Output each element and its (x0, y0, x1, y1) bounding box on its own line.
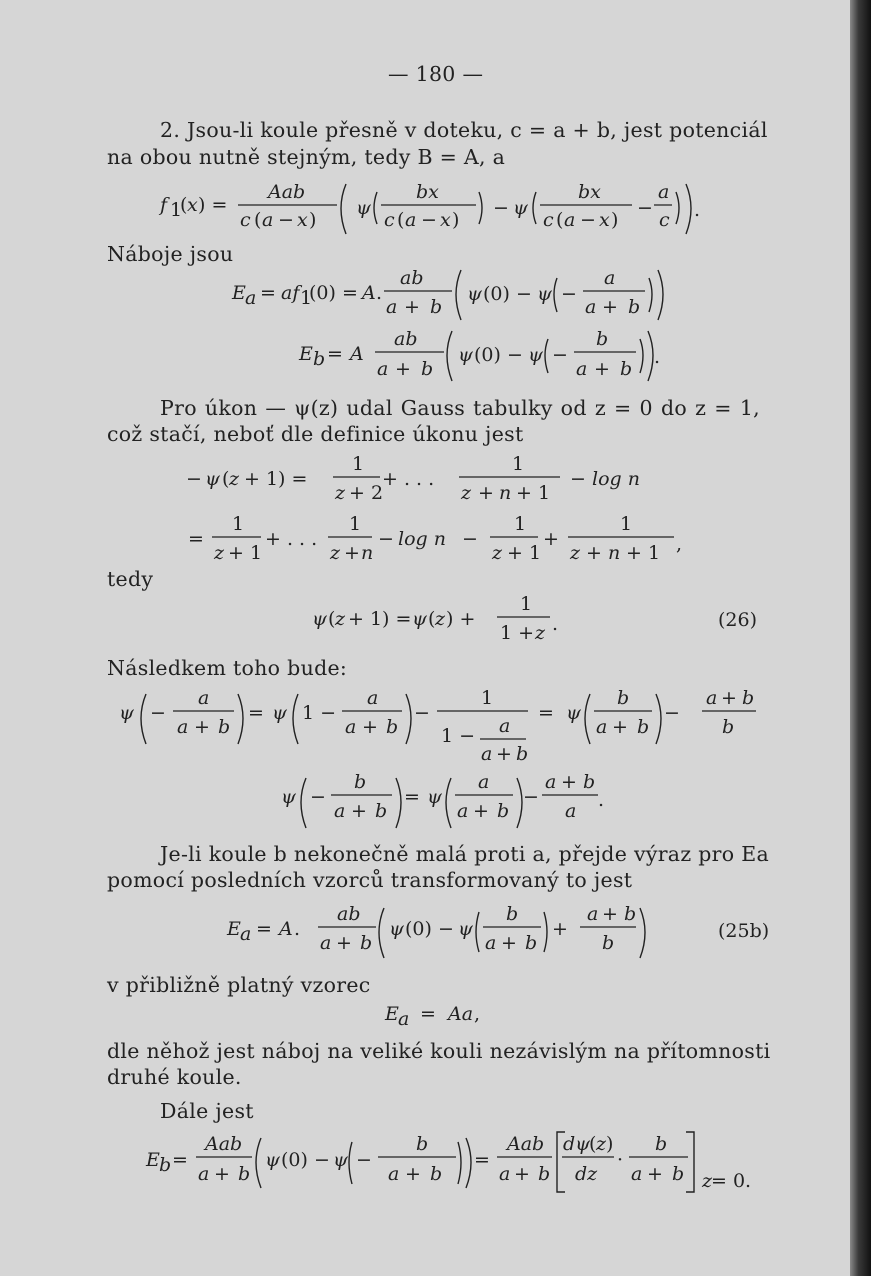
svg-text:+ 1: + 1 (626, 542, 661, 564)
svg-text:=: = (420, 1003, 436, 1025)
svg-text:−: − (552, 344, 568, 366)
svg-text:+: + (214, 1163, 230, 1185)
svg-text:A: A (362, 282, 376, 304)
svg-text:−: − (310, 786, 326, 808)
equation-transform-1 (0, 686, 850, 766)
svg-text:−: − (414, 702, 430, 724)
svg-text:b: b (722, 716, 735, 738)
svg-text:ψ: ψ (205, 468, 220, 490)
svg-text:c: c (543, 209, 554, 231)
svg-text:= 0.: = 0. (711, 1170, 752, 1192)
svg-text:ψ: ψ (281, 786, 296, 808)
svg-text:1: 1 (300, 287, 313, 309)
svg-text:f: f (160, 194, 168, 216)
svg-text:b: b (506, 903, 519, 925)
svg-text:−: − (570, 468, 586, 490)
svg-text:·: · (617, 1149, 624, 1171)
svg-text:1: 1 (481, 687, 494, 709)
svg-text:a: a (367, 687, 379, 709)
equation-f1 (0, 178, 850, 238)
svg-text:a: a (388, 1163, 400, 1185)
svg-text:+ 1: + 1 (228, 542, 263, 564)
svg-text:a: a (198, 687, 210, 709)
svg-text:a: a (565, 800, 577, 822)
svg-text:+ 1: + 1 (507, 542, 542, 564)
svg-text:b: b (238, 1163, 251, 1185)
svg-text:E: E (227, 918, 241, 940)
equation-psi-series-2 (0, 510, 850, 570)
svg-text:E: E (232, 282, 246, 304)
svg-text:af: af (281, 282, 300, 304)
svg-text:ψ: ψ (356, 197, 371, 219)
svg-text:=: = (260, 282, 276, 304)
equation-Eb (0, 323, 850, 385)
svg-text:1: 1 (232, 513, 245, 535)
svg-text:b: b (375, 800, 388, 822)
svg-text:z: z (335, 608, 346, 630)
svg-text:(0) −: (0) − (405, 918, 454, 940)
svg-text:+: + (473, 800, 489, 822)
svg-text:ψ: ψ (528, 344, 543, 366)
svg-text:z: z (492, 542, 503, 564)
svg-text:E: E (385, 1003, 399, 1025)
paragraph-4: v přibližně platný vzorec (107, 973, 371, 997)
svg-text:ψ: ψ (427, 786, 442, 808)
svg-text:b: b (430, 296, 443, 318)
equation-psi-series-1 (0, 452, 850, 512)
book-spine-edge (850, 0, 871, 1276)
svg-text:+: + (344, 542, 360, 564)
svg-text:=: = (538, 702, 554, 724)
svg-text:a: a (585, 296, 597, 318)
svg-text:ψ: ψ (265, 1149, 280, 1171)
equation-transform-1-graphic (0, 686, 850, 766)
svg-text:dψ: dψ (563, 1133, 591, 1155)
svg-text:bx: bx (416, 181, 439, 203)
svg-text:b: b (525, 932, 538, 954)
equation-psi-series-2-graphic (0, 510, 850, 570)
svg-text:ψ: ψ (119, 702, 134, 724)
svg-text:b: b (637, 716, 650, 738)
svg-text:−: − (462, 528, 478, 550)
svg-text:(0) −: (0) − (281, 1149, 330, 1171)
svg-text:z: z (330, 542, 341, 564)
svg-text:z: z (461, 482, 472, 504)
svg-text:b: b (360, 932, 373, 954)
svg-text:ψ: ψ (513, 197, 528, 219)
svg-text:z: z (229, 468, 240, 490)
svg-text:b: b (159, 1154, 172, 1176)
svg-text:ψ: ψ (537, 283, 552, 305)
equation-25b-number: (25b) (718, 920, 770, 942)
svg-text:Aab: Aab (507, 1133, 545, 1155)
svg-text:ψ: ψ (412, 608, 427, 630)
svg-text:=: = (248, 702, 264, 724)
svg-text:+: + (405, 1163, 421, 1185)
paragraph-1-line-1: 2. Jsou-li koule přesně v doteku, c = a + b, jest potenciál (160, 118, 768, 142)
svg-text:.: . (694, 199, 701, 221)
svg-text:) +: ) + (446, 608, 476, 630)
svg-text:a: a (596, 716, 608, 738)
svg-text:b: b (218, 716, 231, 738)
svg-text:1 −: 1 − (302, 702, 337, 724)
svg-text:+: + (602, 903, 618, 925)
svg-text:b: b (672, 1163, 685, 1185)
svg-text:+: + (194, 716, 210, 738)
paragraph-3-line-2: pomocí posledních vzorců transformovaný to jest (107, 868, 633, 892)
svg-text:) =: ) = (198, 194, 228, 216)
svg-text:a: a (631, 1163, 643, 1185)
equation-psi-series-1-graphic (0, 452, 850, 512)
svg-text:+: + (404, 296, 420, 318)
svg-text:ψ: ψ (272, 702, 287, 724)
svg-text:−: − (356, 1149, 372, 1171)
svg-text:a: a (499, 1163, 511, 1185)
svg-text:a: a (658, 181, 670, 203)
svg-text:c: c (384, 209, 395, 231)
svg-text:): ) (452, 209, 460, 231)
naboje-label: Náboje jsou (107, 242, 234, 266)
svg-text:dz: dz (575, 1163, 598, 1185)
svg-text:+: + (496, 743, 512, 765)
svg-text:ψ: ψ (312, 608, 327, 630)
svg-text:a: a (262, 209, 274, 231)
svg-text:E: E (299, 343, 313, 365)
nasledkem-label: Následkem toho bude: (107, 656, 348, 680)
svg-text:x: x (297, 209, 308, 231)
svg-text:b: b (313, 348, 326, 370)
svg-text:=: = (327, 343, 343, 365)
svg-text:a: a (478, 771, 490, 793)
svg-text:E: E (146, 1149, 160, 1171)
svg-text:+: + (543, 528, 559, 550)
svg-text:−: − (664, 702, 680, 724)
equation-25b (0, 900, 850, 962)
svg-text:b: b (538, 1163, 551, 1185)
svg-text:b: b (602, 932, 615, 954)
equation-approx (0, 996, 850, 1030)
svg-text:log n: log n (592, 468, 640, 490)
svg-text:ab: ab (337, 903, 361, 925)
svg-text:n: n (499, 482, 512, 504)
svg-text:a: a (334, 800, 346, 822)
equation-f1-graphic (0, 178, 850, 238)
svg-text:A: A (279, 918, 293, 940)
svg-text:a: a (604, 267, 616, 289)
svg-text:z: z (435, 608, 446, 630)
svg-text:(: ( (556, 209, 564, 231)
svg-text:Aab: Aab (205, 1133, 243, 1155)
svg-text:.: . (552, 613, 559, 635)
svg-text:(: ( (328, 608, 336, 630)
svg-text:ab: ab (400, 267, 424, 289)
svg-text:a: a (398, 1008, 410, 1030)
svg-text:log n: log n (398, 528, 446, 550)
svg-text:a: a (481, 743, 493, 765)
svg-text:.: . (598, 789, 605, 811)
svg-text:b: b (497, 800, 510, 822)
svg-text:a: a (386, 296, 398, 318)
svg-text:x: x (187, 194, 198, 216)
svg-text:(: ( (589, 1133, 597, 1155)
svg-text:1: 1 (352, 453, 365, 475)
equation-26-number: (26) (718, 609, 758, 631)
svg-text:a: a (499, 715, 511, 737)
svg-text:a: a (405, 209, 417, 231)
svg-text:x: x (440, 209, 451, 231)
svg-text:−: − (278, 209, 294, 231)
svg-text:b: b (617, 687, 630, 709)
svg-text:+: + (362, 716, 378, 738)
svg-text:x: x (599, 209, 610, 231)
svg-text:1 −: 1 − (441, 725, 476, 747)
svg-text:+: + (501, 932, 517, 954)
svg-text:1: 1 (512, 453, 525, 475)
svg-text:1: 1 (170, 199, 183, 221)
dale-label: Dále jest (160, 1099, 254, 1123)
svg-text:ψ: ψ (566, 702, 581, 724)
svg-text:a: a (545, 771, 557, 793)
svg-text:ψ: ψ (389, 918, 404, 940)
svg-text:a: a (177, 716, 189, 738)
svg-text:z: z (335, 482, 346, 504)
svg-text:A: A (350, 343, 364, 365)
svg-text:b: b (354, 771, 367, 793)
svg-text:−: − (561, 283, 577, 305)
svg-text:b: b (655, 1133, 668, 1155)
svg-text:a: a (345, 716, 357, 738)
svg-text:+: + (721, 687, 737, 709)
svg-text:(: ( (428, 608, 436, 630)
svg-text:z: z (214, 542, 225, 564)
svg-text:=: = (172, 1149, 188, 1171)
svg-text:+: + (594, 358, 610, 380)
svg-text:ψ: ψ (467, 283, 482, 305)
svg-text:−: − (150, 702, 166, 724)
svg-text:b: b (583, 771, 596, 793)
svg-text:.: . (294, 918, 301, 940)
equation-transform-2 (0, 770, 850, 830)
svg-text:n: n (608, 542, 621, 564)
svg-text:z: z (535, 622, 546, 644)
svg-text:ψ: ψ (458, 918, 473, 940)
svg-text:−: − (493, 197, 509, 219)
svg-text:(: ( (180, 194, 188, 216)
svg-text:bx: bx (578, 181, 601, 203)
svg-text:=: = (188, 528, 204, 550)
svg-text:−: − (186, 468, 202, 490)
svg-text:(0) −: (0) − (483, 283, 532, 305)
equation-26 (0, 592, 850, 652)
svg-text:+ . . .: + . . . (265, 528, 318, 550)
equation-Eb-final-graphic (0, 1130, 850, 1196)
svg-text:−: − (580, 209, 596, 231)
svg-text:−: − (378, 528, 394, 550)
svg-text:): ) (309, 209, 317, 231)
svg-text:=: = (404, 786, 420, 808)
svg-text:.: . (654, 346, 661, 368)
svg-text:ab: ab (394, 328, 418, 350)
svg-text:n: n (361, 542, 374, 564)
equation-Eb-final (0, 1130, 850, 1196)
svg-text:+ . . .: + . . . (382, 468, 435, 490)
svg-text:a: a (377, 358, 389, 380)
svg-text:−: − (523, 786, 539, 808)
svg-text:+ 1) =: + 1) = (348, 608, 412, 630)
svg-text:+: + (351, 800, 367, 822)
equation-transform-2-graphic (0, 770, 850, 830)
svg-text:+: + (586, 542, 602, 564)
svg-text:,: , (676, 533, 683, 555)
svg-text:+ 1) =: + 1) = (244, 468, 308, 490)
svg-text:1: 1 (620, 513, 633, 535)
svg-text:z: z (570, 542, 581, 564)
svg-text:(0) =: (0) = (309, 282, 358, 304)
page-number: — 180 — (388, 62, 484, 86)
equation-Ea-graphic (0, 262, 850, 322)
svg-text:b: b (386, 716, 399, 738)
svg-text:c: c (659, 209, 670, 231)
svg-text:(0) −: (0) − (474, 344, 523, 366)
svg-text:,: , (474, 1003, 481, 1025)
svg-text:z: z (596, 1133, 607, 1155)
svg-text:b: b (624, 903, 637, 925)
svg-text:a: a (320, 932, 332, 954)
paragraph-1-line-2: na obou nutně stejným, tedy B = A, a (107, 145, 506, 169)
svg-text:1: 1 (349, 513, 362, 535)
svg-text:.: . (376, 282, 383, 304)
svg-text:(: ( (222, 468, 230, 490)
svg-text:b: b (516, 743, 529, 765)
svg-text:b: b (628, 296, 641, 318)
svg-text:c: c (240, 209, 251, 231)
svg-text:a: a (587, 903, 599, 925)
paragraph-3-line-1: Je-li koule b nekonečně malá proti a, přejde výraz pro Ea (160, 842, 770, 866)
svg-text:a: a (457, 800, 469, 822)
svg-text:a: a (485, 932, 497, 954)
svg-text:ψ: ψ (333, 1149, 348, 1171)
svg-text:a: a (706, 687, 718, 709)
equation-Eb-graphic (0, 323, 850, 385)
tedy-label: tedy (107, 567, 154, 591)
svg-text:b: b (430, 1163, 443, 1185)
equation-approx-graphic (0, 996, 850, 1030)
svg-text:+: + (514, 1163, 530, 1185)
svg-text:=: = (474, 1149, 490, 1171)
svg-text:a: a (198, 1163, 210, 1185)
svg-text:ψ: ψ (458, 344, 473, 366)
svg-text:+: + (612, 716, 628, 738)
svg-text:−: − (421, 209, 437, 231)
svg-text:b: b (596, 328, 609, 350)
svg-text:=: = (256, 918, 272, 940)
svg-text:a: a (576, 358, 588, 380)
svg-text:+ 2: + 2 (349, 482, 384, 504)
svg-text:): ) (611, 209, 619, 231)
paragraph-5-line-1: dle něhož jest náboj na veliké kouli nezávislým na přítomnosti (107, 1039, 771, 1063)
equation-Ea (0, 262, 850, 322)
svg-text:1 +: 1 + (500, 622, 535, 644)
svg-text:+: + (552, 918, 568, 940)
svg-text:1: 1 (520, 593, 533, 615)
paragraph-2-line-1: Pro úkon — ψ(z) udal Gauss tabulky od z = 0 do z = 1, (160, 396, 760, 420)
svg-text:a: a (564, 209, 576, 231)
svg-text:a: a (240, 923, 252, 945)
svg-text:): ) (606, 1133, 614, 1155)
svg-text:+: + (478, 482, 494, 504)
svg-text:b: b (620, 358, 633, 380)
svg-text:+: + (395, 358, 411, 380)
paragraph-2-line-2: což stačí, neboť dle definice úkonu jest (107, 422, 524, 446)
svg-text:+: + (561, 771, 577, 793)
svg-text:+: + (602, 296, 618, 318)
svg-text:(: ( (254, 209, 262, 231)
svg-text:b: b (742, 687, 755, 709)
svg-text:1: 1 (514, 513, 527, 535)
svg-text:+: + (647, 1163, 663, 1185)
svg-text:−: − (637, 197, 653, 219)
svg-text:+: + (336, 932, 352, 954)
svg-text:b: b (421, 358, 434, 380)
svg-text:Aab: Aab (268, 181, 306, 203)
svg-text:+ 1: + 1 (516, 482, 551, 504)
svg-text:a: a (245, 287, 257, 309)
paragraph-5-line-2: druhé koule. (107, 1065, 242, 1089)
svg-text:b: b (416, 1133, 429, 1155)
svg-text:Aa: Aa (448, 1003, 474, 1025)
svg-text:z: z (702, 1170, 713, 1192)
svg-text:(: ( (397, 209, 405, 231)
